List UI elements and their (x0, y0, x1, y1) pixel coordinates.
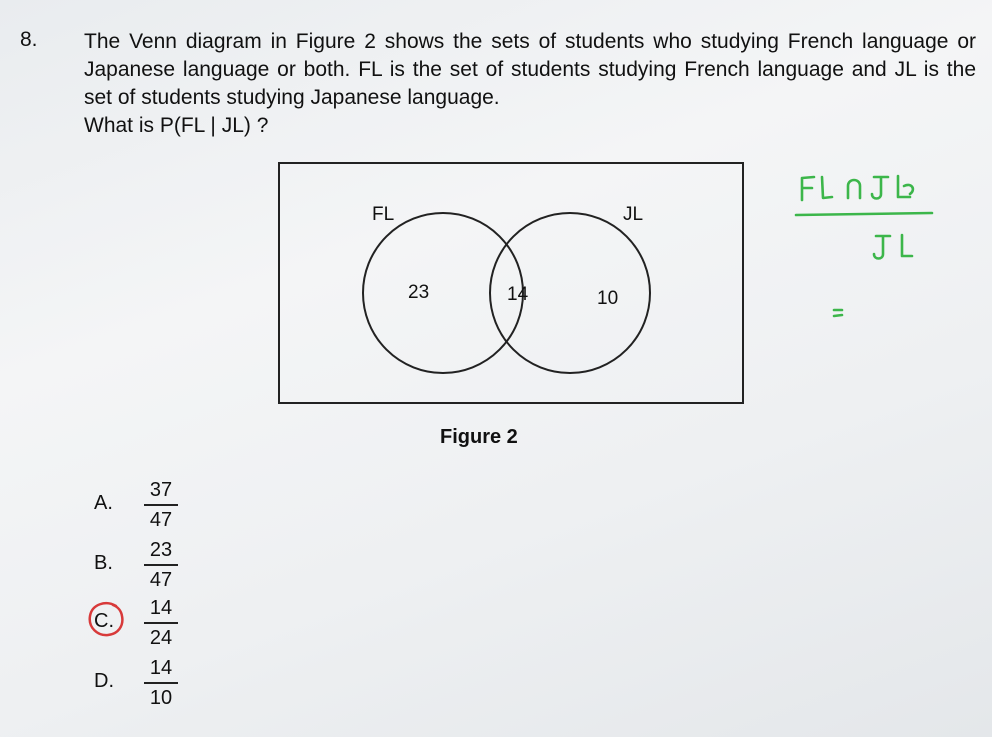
option-c[interactable] (88, 596, 288, 652)
fl-circle (363, 213, 523, 373)
venn-circles (280, 164, 742, 402)
fl-label: FL (372, 204, 395, 225)
option-letter: A. (94, 492, 113, 514)
fraction-denominator: 47 (149, 509, 173, 531)
option-letter: C. (94, 610, 114, 632)
fraction-denominator: 47 (149, 569, 173, 591)
fraction-bar (144, 564, 178, 566)
venn-diagram (278, 162, 744, 404)
fraction-bar (144, 682, 178, 684)
question-number: 8. (20, 28, 38, 51)
intersection-count: 14 (507, 284, 529, 305)
option-fraction (144, 656, 178, 710)
fl-only-count: 23 (408, 282, 430, 303)
jl-only-count: 10 (597, 288, 619, 309)
fraction-denominator: 24 (149, 627, 173, 649)
option-fraction (144, 478, 178, 532)
option-fraction (144, 538, 178, 592)
figure-caption: Figure 2 (440, 426, 518, 448)
question-stem (84, 28, 976, 140)
fraction-numerator: 14 (149, 657, 173, 679)
option-d[interactable] (88, 656, 288, 712)
option-letter: D. (94, 670, 114, 692)
handwritten-note (790, 160, 960, 330)
option-b[interactable] (88, 538, 288, 594)
jl-label: JL (623, 204, 644, 225)
fraction-numerator: 37 (149, 479, 173, 501)
fraction-bar (144, 504, 178, 506)
fraction-denominator: 10 (149, 687, 173, 709)
option-fraction (144, 596, 178, 650)
fraction-numerator: 23 (149, 539, 173, 561)
fraction-bar (144, 622, 178, 624)
question-prompt: What is P(FL | JL) ? (84, 114, 269, 137)
option-a[interactable] (88, 478, 288, 534)
fraction-numerator: 14 (149, 597, 173, 619)
question-text: The Venn diagram in Figure 2 shows the sets of students who studying French language or Japanese language or both. FL is the set of students studying French language and JL is the set of students studying Japanese language. (84, 30, 976, 109)
option-letter: B. (94, 552, 113, 574)
